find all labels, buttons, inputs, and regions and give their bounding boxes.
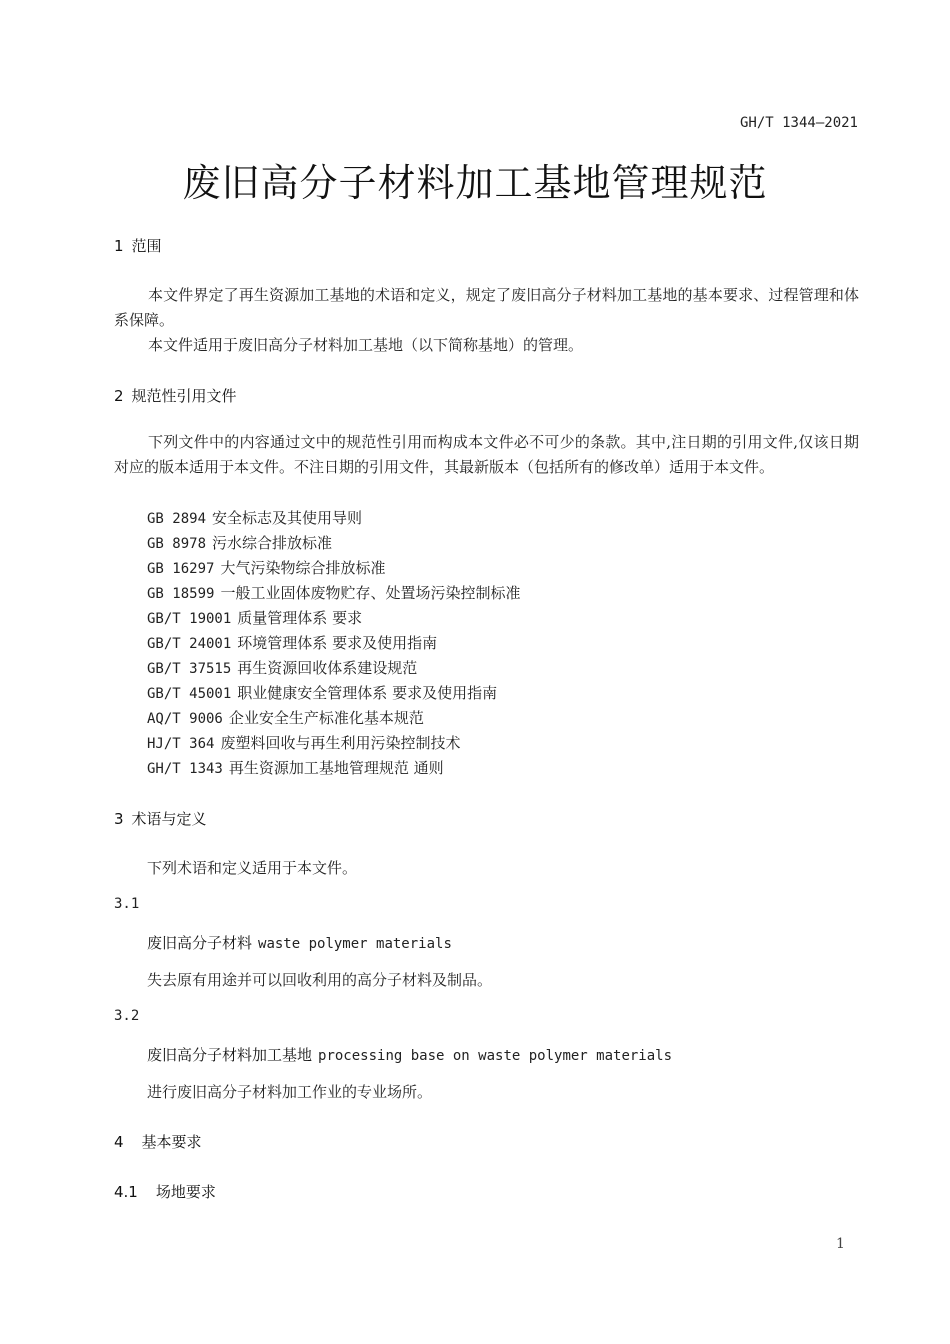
reference-title: 一般工业固体废物贮存、处置场污染控制标准 (220, 584, 521, 602)
reference-title: 再生资源回收体系建设规范 (237, 659, 418, 677)
reference-code: GB/T 24001 (147, 636, 232, 652)
reference-code: GH/T 1343 (147, 761, 223, 777)
term-chinese: 废旧高分子材料 (147, 934, 253, 952)
reference-title: 大气污染物综合排放标准 (220, 559, 386, 577)
reference-item (147, 706, 520, 731)
section-title: 范围 (131, 237, 162, 255)
reference-title: 质量管理体系 要求 (237, 609, 363, 627)
term-english: waste polymer materials (258, 936, 452, 952)
term-entry (147, 1044, 672, 1065)
reference-item (147, 656, 520, 681)
section-title: 基本要求 (141, 1133, 202, 1151)
reference-title: 企业安全生产标准化基本规范 (228, 709, 424, 727)
reference-item (147, 531, 520, 556)
term-english: processing base on waste polymer materials (318, 1048, 673, 1064)
section-4-heading (114, 1131, 202, 1152)
section-number: 4 (114, 1133, 124, 1151)
page-number: 1 (836, 1236, 845, 1252)
term-number: 3.1 (114, 896, 140, 912)
section-2-intro (114, 430, 859, 480)
paragraph: 下列文件中的内容通过文中的规范性引用而构成本文件必不可少的条款。其中,注日期的引用文件,仅该日期对应的版本适用于本文件。不注日期的引用文件，其最新版本（包括所有的修改单）适用于本文件。 (114, 433, 859, 476)
section-number: 1 (114, 237, 124, 255)
section-2-heading (114, 385, 237, 406)
document-number: GH/T 1344—2021 (739, 115, 858, 131)
reference-title: 污水综合排放标准 (212, 534, 333, 552)
term-number: 3.2 (114, 1008, 140, 1024)
section-number: 2 (114, 387, 124, 405)
reference-title: 再生资源加工基地管理规范 通则 (228, 759, 444, 777)
subsection-number: 4.1 (114, 1183, 138, 1201)
reference-item (147, 581, 520, 606)
document-title: 废旧高分子材料加工基地管理规范 (182, 161, 768, 205)
section-title: 规范性引用文件 (131, 387, 237, 405)
normative-references-list (147, 506, 520, 781)
reference-title: 废塑料回收与再生利用污染控制技术 (220, 734, 461, 752)
reference-item (147, 756, 520, 781)
reference-item (147, 506, 520, 531)
reference-title: 环境管理体系 要求及使用指南 (237, 634, 438, 652)
reference-item (147, 681, 520, 706)
reference-item (147, 731, 520, 756)
term-definition: 失去原有用途并可以回收利用的高分子材料及制品。 (147, 971, 493, 989)
reference-code: GB 2894 (147, 511, 207, 527)
reference-title: 安全标志及其使用导则 (212, 509, 363, 527)
reference-item (147, 606, 520, 631)
section-3-heading (114, 808, 207, 829)
reference-code: GB/T 45001 (147, 686, 232, 702)
reference-item (147, 631, 520, 656)
term-chinese: 废旧高分子材料加工基地 (147, 1046, 313, 1064)
reference-title: 职业健康安全管理体系 要求及使用指南 (237, 684, 498, 702)
section-3-intro: 下列术语和定义适用于本文件。 (147, 859, 358, 877)
reference-code: GB/T 37515 (147, 661, 232, 677)
reference-code: AQ/T 9006 (147, 711, 223, 727)
section-1-body (114, 283, 859, 358)
paragraph: 本文件界定了再生资源加工基地的术语和定义，规定了废旧高分子材料加工基地的基本要求、过程管理和体系保障。 (114, 286, 859, 329)
section-1-heading (114, 235, 162, 256)
reference-code: GB/T 19001 (147, 611, 232, 627)
term-definition: 进行废旧高分子材料加工作业的专业场所。 (147, 1083, 433, 1101)
reference-item (147, 556, 520, 581)
paragraph: 本文件适用于废旧高分子材料加工基地（以下简称基地）的管理。 (148, 336, 584, 354)
reference-code: GB 16297 (147, 561, 215, 577)
subsection-title: 场地要求 (155, 1183, 216, 1201)
section-title: 术语与定义 (131, 810, 207, 828)
reference-code: GB 18599 (147, 586, 215, 602)
reference-code: HJ/T 364 (147, 736, 215, 752)
reference-code: GB 8978 (147, 536, 207, 552)
subsection-4-1-heading (114, 1181, 216, 1202)
term-entry (147, 932, 452, 953)
section-number: 3 (114, 810, 124, 828)
